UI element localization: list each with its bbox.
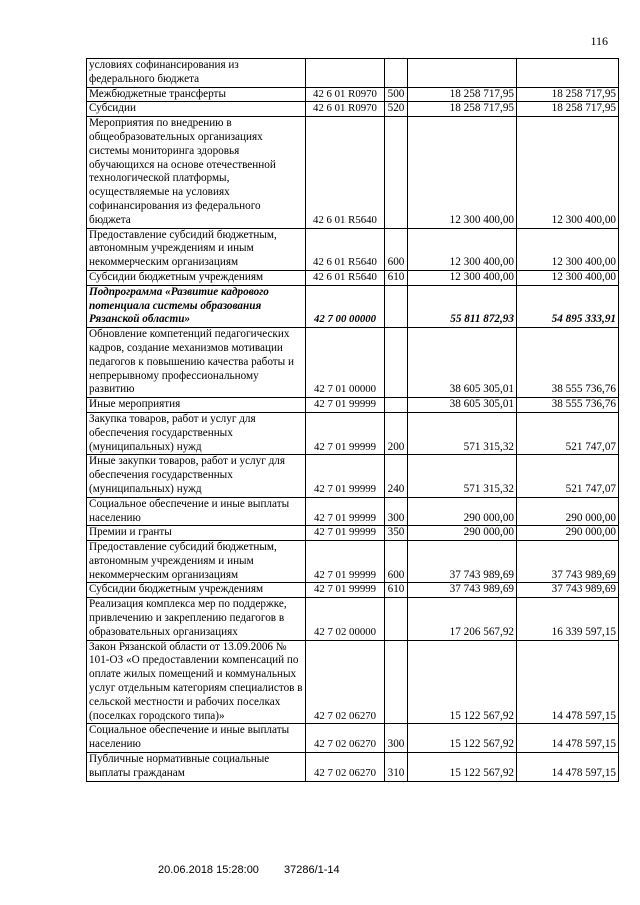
row-expense-type-cell: 610 [385,270,408,285]
row-name-cell: Реализация комплекса мер по поддержке, привлечению и закреплению педагогов в образовательных организациях [87,598,306,640]
row-amount-2019-cell: 37 743 989,69 [408,583,517,598]
row-name-cell: Субсидии бюджетным учреждениям [87,583,306,598]
row-amount-2020-cell: 12 300 400,00 [517,270,619,285]
row-amount-2020-cell: 12 300 400,00 [517,117,619,228]
row-name-cell: Закупка товаров, работ и услуг для обеспечения государственных (муниципальных) нужд [87,412,306,454]
table-row [87,412,619,454]
table-row [87,87,619,102]
row-amount-2020-cell: 37 743 989,69 [517,583,619,598]
row-expense-type-cell: 300 [385,724,408,753]
row-expense-type-cell: 200 [385,412,408,454]
table-row [87,724,619,753]
row-code-cell: 42 7 02 00000 [306,598,385,640]
table-row [87,398,619,413]
row-amount-2020-cell: 290 000,00 [517,497,619,526]
row-name-cell: условиях софинансирования из федерального бюджета [87,59,306,88]
table-row [87,753,619,782]
row-code-cell: 42 7 02 06270 [306,753,385,782]
row-code-cell: 42 7 01 00000 [306,328,385,398]
row-expense-type-cell: 610 [385,583,408,598]
table-row [87,102,619,117]
row-code-cell: 42 7 01 99999 [306,455,385,497]
row-expense-type-cell [385,398,408,413]
row-name-cell: Подпрограмма «Развитие кадрового потенциала системы образования Рязанской области» [87,285,306,327]
row-amount-2020-cell: 14 478 597,15 [517,753,619,782]
row-name-cell: Предоставление субсидий бюджетным, автономным учреждениям и иным некоммерческим организациям [87,541,306,583]
table-row [87,497,619,526]
row-expense-type-cell [385,328,408,398]
row-amount-2019-cell: 12 300 400,00 [408,228,517,270]
page-number: 116 [590,34,608,48]
row-code-cell: 42 6 01 R5640 [306,270,385,285]
row-amount-2019-cell: 37 743 989,69 [408,541,517,583]
row-name-cell: Иные мероприятия [87,398,306,413]
table-row [87,328,619,398]
row-amount-2020-cell: 14 478 597,15 [517,640,619,724]
row-code-cell: 42 7 01 99999 [306,398,385,413]
row-name-cell: Закон Рязанской области от 13.09.2006 № 101-ОЗ «О предоставлении компенсаций по оплате жилых помещений и коммунальных услуг отдельным категориям специалистов в сельской местности и рабочих поселках (поселках городского типа)» [87,640,306,724]
row-amount-2019-cell: 17 206 567,92 [408,598,517,640]
row-name-cell: Субсидии [87,102,306,117]
row-code-cell: 42 6 01 R0970 [306,102,385,117]
row-code-cell [306,59,385,88]
row-amount-2019-cell: 12 300 400,00 [408,270,517,285]
row-expense-type-cell: 240 [385,455,408,497]
row-amount-2020-cell: 521 747,07 [517,412,619,454]
row-amount-2020-cell: 290 000,00 [517,526,619,541]
row-code-cell: 42 7 01 99999 [306,583,385,598]
table-row [87,640,619,724]
row-amount-2020-cell: 521 747,07 [517,455,619,497]
row-amount-2019-cell: 290 000,00 [408,497,517,526]
row-expense-type-cell: 310 [385,753,408,782]
row-name-cell: Социальное обеспечение и иные выплаты населению [87,724,306,753]
row-amount-2019-cell: 571 315,32 [408,412,517,454]
row-amount-2019-cell: 38 605 305,01 [408,328,517,398]
row-amount-2019-cell: 290 000,00 [408,526,517,541]
row-amount-2019-cell: 15 122 567,92 [408,753,517,782]
table-row [87,270,619,285]
table-row [87,541,619,583]
row-amount-2020-cell: 37 743 989,69 [517,541,619,583]
table-row [87,583,619,598]
row-amount-2020-cell: 16 339 597,15 [517,598,619,640]
table-row [87,526,619,541]
row-expense-type-cell: 520 [385,102,408,117]
footer-document-id: 37286/1-14 [284,864,340,876]
row-amount-2019-cell: 15 122 567,92 [408,724,517,753]
row-amount-2019-cell: 18 258 717,95 [408,102,517,117]
row-code-cell: 42 7 01 99999 [306,497,385,526]
row-amount-2020-cell: 18 258 717,95 [517,102,619,117]
row-expense-type-cell: 300 [385,497,408,526]
table-row [87,598,619,640]
table-row [87,455,619,497]
row-name-cell: Мероприятия по внедрению в общеобразовательных организациях системы мониторинга здоровья обучающихся на основе отечественной технологической платформы, осуществляемые на условиях софинансирования из федерального бюджета [87,117,306,228]
row-code-cell: 42 6 01 R5640 [306,228,385,270]
row-code-cell: 42 7 02 06270 [306,640,385,724]
row-expense-type-cell [385,598,408,640]
row-amount-2020-cell: 18 258 717,95 [517,87,619,102]
row-amount-2019-cell: 12 300 400,00 [408,117,517,228]
row-amount-2019-cell: 55 811 872,93 [408,285,517,327]
table-row [87,117,619,228]
row-amount-2020-cell [517,59,619,88]
row-expense-type-cell [385,285,408,327]
budget-table [86,58,619,782]
row-code-cell: 42 7 01 99999 [306,412,385,454]
table-row [87,59,619,88]
row-amount-2020-cell: 38 555 736,76 [517,398,619,413]
row-expense-type-cell [385,59,408,88]
row-amount-2019-cell: 15 122 567,92 [408,640,517,724]
row-amount-2020-cell: 12 300 400,00 [517,228,619,270]
row-expense-type-cell [385,640,408,724]
row-amount-2019-cell: 571 315,32 [408,455,517,497]
row-amount-2019-cell: 38 605 305,01 [408,398,517,413]
row-expense-type-cell: 500 [385,87,408,102]
row-amount-2020-cell: 38 555 736,76 [517,328,619,398]
row-amount-2019-cell [408,59,517,88]
row-name-cell: Иные закупки товаров, работ и услуг для обеспечения государственных (муниципальных) нужд [87,455,306,497]
row-expense-type-cell: 600 [385,228,408,270]
row-amount-2020-cell: 54 895 333,91 [517,285,619,327]
row-code-cell: 42 6 01 R5640 [306,117,385,228]
row-name-cell: Предоставление субсидий бюджетным, автономным учреждениям и иным некоммерческим организациям [87,228,306,270]
footer-timestamp: 20.06.2018 15:28:00 [158,864,259,876]
row-code-cell: 42 7 01 99999 [306,541,385,583]
row-amount-2020-cell: 14 478 597,15 [517,724,619,753]
row-amount-2019-cell: 18 258 717,95 [408,87,517,102]
row-name-cell: Межбюджетные трансферты [87,87,306,102]
table-row [87,228,619,270]
row-name-cell: Субсидии бюджетным учреждениям [87,270,306,285]
table-row [87,285,619,327]
row-name-cell: Обновление компетенций педагогических кадров, создание механизмов мотивации педагогов к повышению качества работы и непрерывному профессиональному развитию [87,328,306,398]
row-code-cell: 42 7 01 99999 [306,526,385,541]
row-code-cell: 42 6 01 R0970 [306,87,385,102]
row-code-cell: 42 7 00 00000 [306,285,385,327]
budget-table-body [87,59,619,782]
row-code-cell: 42 7 02 06270 [306,724,385,753]
row-expense-type-cell [385,117,408,228]
row-expense-type-cell: 600 [385,541,408,583]
page-footer [158,864,362,876]
row-name-cell: Публичные нормативные социальные выплаты гражданам [87,753,306,782]
row-name-cell: Социальное обеспечение и иные выплаты населению [87,497,306,526]
row-expense-type-cell: 350 [385,526,408,541]
row-name-cell: Премии и гранты [87,526,306,541]
